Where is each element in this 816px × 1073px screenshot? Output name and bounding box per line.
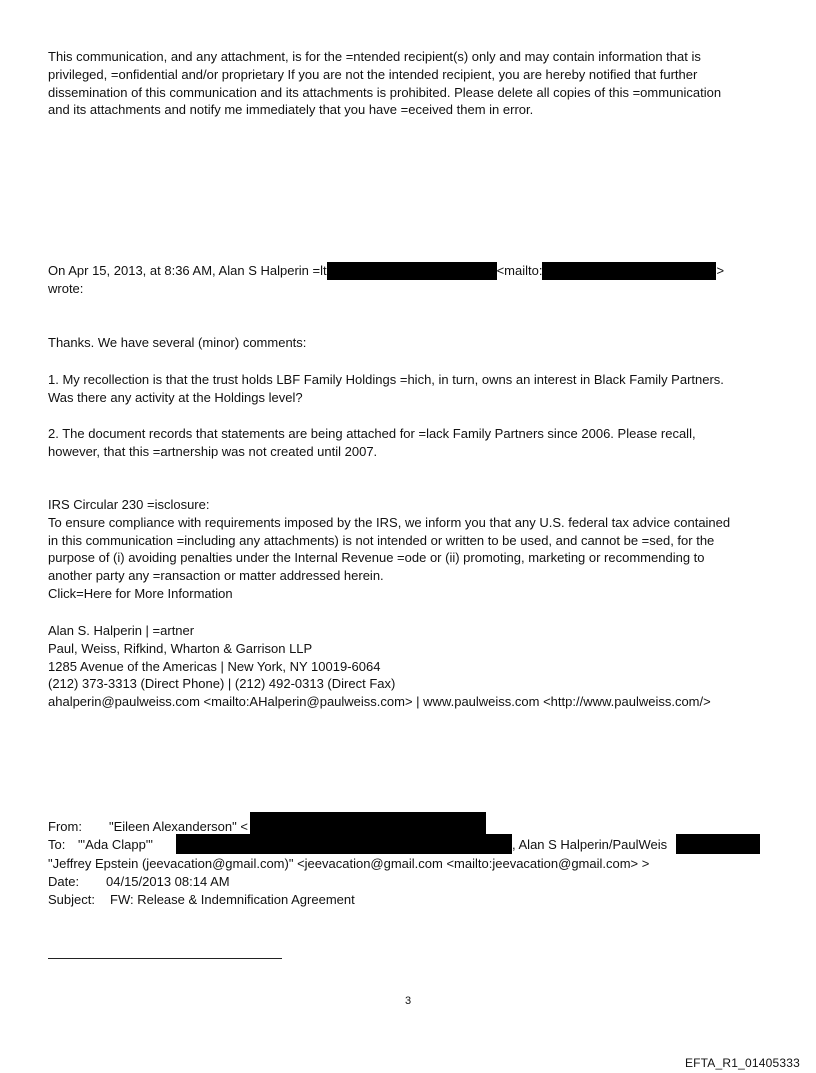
quote-header (48, 262, 724, 280)
text-line: Thanks. We have several (minor) comments: (48, 335, 307, 350)
text-line: however, that this =artnership was not created until 2007. (48, 443, 378, 459)
reply-point-2 (48, 425, 768, 461)
reply-thanks (48, 334, 768, 352)
signature-email-line[interactable]: ahalperin@paulweiss.com <mailto:AHalperin@paulweiss.com> | www.paulweiss.com <http://www.paulweiss.com/> (48, 694, 711, 710)
text-line: another party any =ransaction or matter addressed herein. (48, 568, 384, 584)
from-label: From: (48, 819, 82, 834)
redaction-box (176, 834, 512, 854)
subject-label: Subject: (48, 892, 95, 907)
date-row (48, 873, 230, 891)
subject-value: FW: Release & Indemnification Agreement (110, 892, 355, 907)
confidentiality-notice (48, 48, 768, 119)
text-line: dissemination of this communication and its attachments is prohibited. Please delete all copies of this =ommunication (48, 84, 722, 100)
text-line: Paul, Weiss, Rifkind, Wharton & Garrison LLP (48, 640, 313, 656)
redaction-box (327, 262, 497, 280)
text-line: Was there any activity at the Holdings level? (48, 389, 303, 405)
text-line: IRS Circular 230 =isclosure: (48, 497, 210, 512)
quote-header-close: > (716, 263, 725, 278)
text-line: and its attachments and notify me immediately that you have =eceived them in error. (48, 102, 534, 118)
page-number: 3 (404, 995, 412, 1007)
to-row (48, 836, 153, 854)
text-line: To ensure compliance with requirements imposed by the IRS, we inform you that any U.S. federal tax advice contained (48, 514, 731, 530)
to-suffix: , Alan S Halperin/PaulWeis (512, 837, 668, 852)
text-line: This communication, and any attachment, is for the =ntended recipient(s) only and may contain information that is (48, 49, 701, 64)
text-line: Alan S. Halperin | =artner (48, 623, 195, 638)
quote-header-wrote: wrote: (48, 281, 84, 296)
from-value: "Eileen Alexanderson" < (109, 819, 248, 834)
date-value: 04/15/2013 08:14 AM (106, 874, 230, 889)
more-info-link[interactable]: Click=Here for More Information (48, 585, 233, 601)
footnote-divider (48, 958, 282, 959)
irs-disclosure (48, 496, 768, 603)
text-line: privileged, =onfidential and/or proprietary If you are not the intended recipient, you are hereby notified that further (48, 66, 698, 82)
text-line: 2. The document records that statements are being attached for =lack Family Partners since 2006. Please recall, (48, 426, 696, 441)
redaction-box (676, 834, 760, 854)
quote-header-prefix: On Apr 15, 2013, at 8:36 AM, Alan S Halperin =lt (48, 263, 327, 278)
reply-point-1 (48, 371, 768, 407)
date-label: Date: (48, 874, 80, 889)
cc-line: "Jeffrey Epstein (jeevacation@gmail.com)" <jeevacation@gmail.com <mailto:jeevacation@gmail.com> > (48, 856, 650, 871)
subject-row (48, 891, 355, 909)
to-label: To: (48, 837, 66, 852)
quote-header-mailto: <mailto: (496, 263, 543, 278)
document-id: EFTA_R1_01405333 (684, 1056, 800, 1070)
text-line: 1285 Avenue of the Americas | New York, NY 10019-6064 (48, 658, 381, 674)
text-line: in this communication =including any attachments) is not intended or written to be used, and cannot be =sed, for the (48, 532, 715, 548)
signature-block (48, 622, 768, 711)
redaction-box (542, 262, 716, 280)
text-line: (212) 373-3313 (Direct Phone) | (212) 492-0313 (Direct Fax) (48, 676, 396, 692)
redaction-box (250, 812, 486, 834)
text-line: 1. My recollection is that the trust holds LBF Family Holdings =hich, in turn, owns an interest in Black Family Partners. (48, 372, 724, 387)
to-value: "'Ada Clapp'" (78, 837, 153, 852)
text-line: purpose of (i) avoiding penalties under the Internal Revenue =ode or (ii) promoting, marketing or recommending to (48, 550, 705, 566)
